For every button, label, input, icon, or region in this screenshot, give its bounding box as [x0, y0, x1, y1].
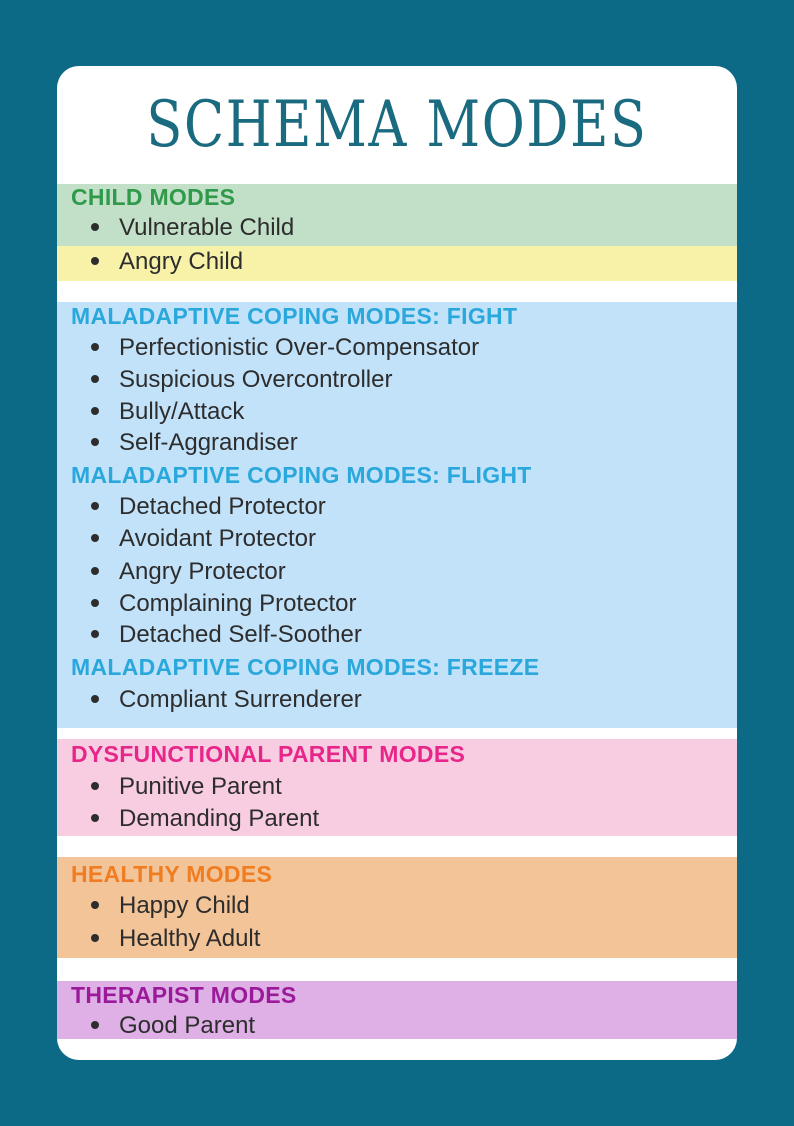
list-item: Complaining Protector [91, 590, 356, 618]
list-item: Happy Child [91, 892, 250, 920]
list-item: Vulnerable Child [91, 214, 294, 242]
list-item: Punitive Parent [91, 773, 282, 801]
list-item: Compliant Surrenderer [91, 686, 362, 714]
list-item: Detached Self-Soother [91, 621, 362, 649]
bullet-icon [91, 375, 99, 383]
list-item: Avoidant Protector [91, 525, 316, 553]
bullet-icon [91, 814, 99, 822]
list-item: Suspicious Overcontroller [91, 366, 392, 394]
list-item: Bully/Attack [91, 398, 244, 426]
bullet-icon [91, 223, 99, 231]
bullet-icon [91, 257, 99, 265]
bullet-icon [91, 782, 99, 790]
list-item: Demanding Parent [91, 805, 319, 833]
child-modes-heading: CHILD MODES [71, 184, 236, 210]
bullet-icon [91, 534, 99, 542]
bullet-icon [91, 567, 99, 575]
bullet-icon [91, 599, 99, 607]
list-item: Healthy Adult [91, 925, 260, 953]
therapist-modes-heading: THERAPIST MODES [71, 982, 297, 1008]
page-title: SCHEMA MODES [146, 88, 648, 162]
bullet-icon [91, 438, 99, 446]
bullet-icon [91, 502, 99, 510]
bullet-icon [91, 1021, 99, 1029]
bullet-icon [91, 695, 99, 703]
list-item: Angry Child [91, 248, 243, 276]
parent-modes-heading: DYSFUNCTIONAL PARENT MODES [71, 741, 466, 767]
list-item: Self-Aggrandiser [91, 429, 298, 457]
bullet-icon [91, 901, 99, 909]
schema-modes-card [57, 66, 737, 1060]
healthy-modes-heading: HEALTHY MODES [71, 861, 273, 887]
bullet-icon [91, 934, 99, 942]
fight-heading: MALADAPTIVE COPING MODES: FIGHT [71, 303, 518, 329]
bullet-icon [91, 407, 99, 415]
freeze-heading: MALADAPTIVE COPING MODES: FREEZE [71, 654, 540, 680]
list-item: Detached Protector [91, 493, 326, 521]
flight-heading: MALADAPTIVE COPING MODES: FLIGHT [71, 462, 532, 488]
bullet-icon [91, 630, 99, 638]
bullet-icon [91, 343, 99, 351]
list-item: Good Parent [91, 1012, 255, 1040]
list-item: Perfectionistic Over-Compensator [91, 334, 479, 362]
list-item: Angry Protector [91, 558, 286, 586]
